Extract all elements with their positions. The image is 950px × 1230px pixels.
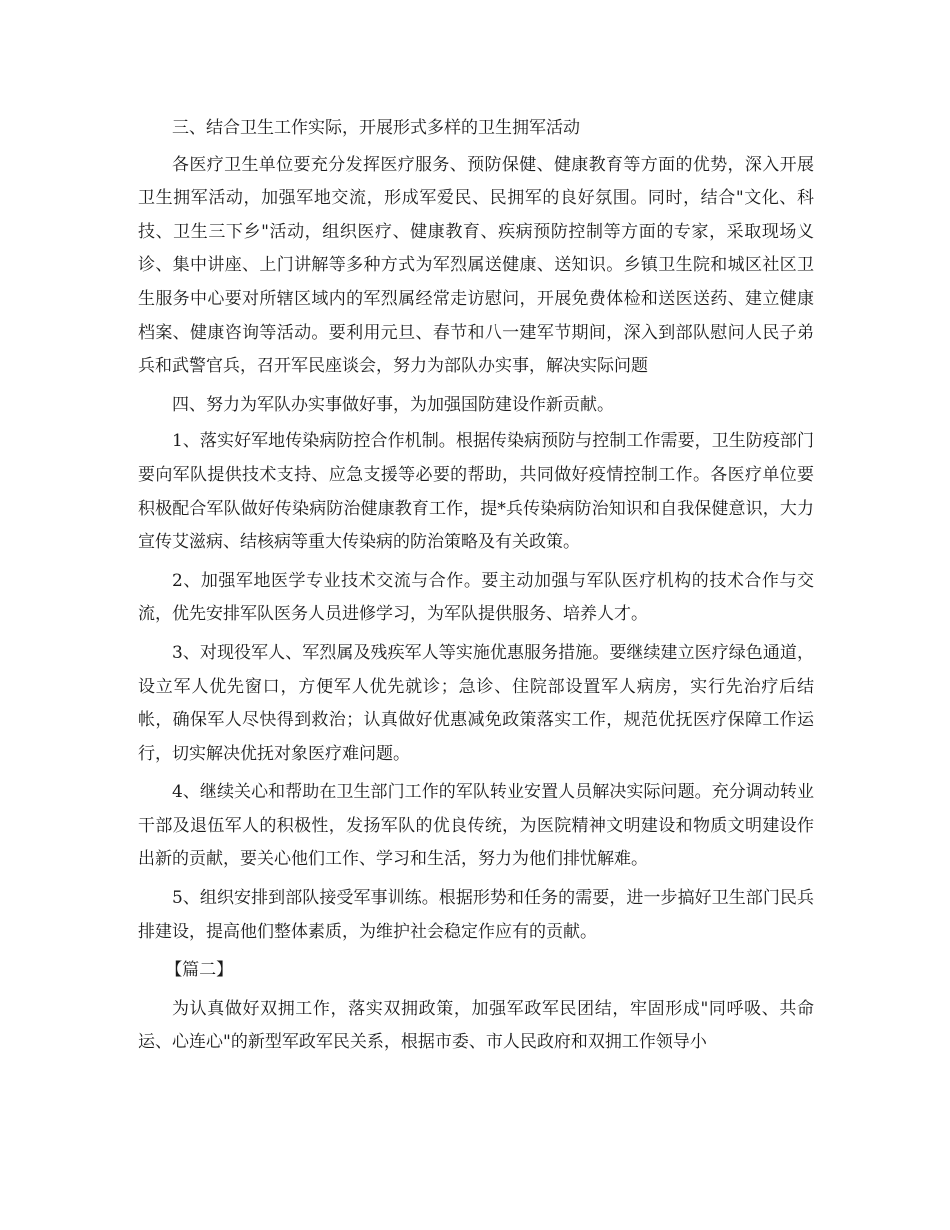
list-item-paragraph: 3、对现役军人、军烈属及残疾军人等实施优惠服务措施。要继续建立医疗绿色通道，设立军人优先窗口，方便军人优先就诊；急诊、住院部设置军人病房，实行先治疗后结帐，确保军人尽快得到救治；认真做好优惠减免政策落实工作，规范优抚医疗保障工作运行，切实解决优抚对象医疗难问题。: [138, 642, 814, 764]
list-item-paragraph: 5、组织安排到部队接受军事训练。根据形势和任务的需要，进一步搞好卫生部门民兵排建设，提高他们整体素质，为维护社会稳定作应有的贡献。: [138, 888, 814, 942]
body-paragraph: 各医疗卫生单位要充分发挥医疗服务、预防保健、健康教育等方面的优势，深入开展卫生拥军活动，加强军地交流，形成军爱民、民拥军的良好氛围。同时，结合"文化、科技、卫生三下乡"活动，组织医疗、健康教育、疾病预防控制等方面的专家，采取现场义诊、集中讲座、上门讲解等多种方式为军烈属送健康、送知识。乡镇卫生院和城区社区卫生服务中心要对所辖区域内的军烈属经常走访慰问，开展免费体检和送医送药、建立健康档案、健康咨询等活动。要利用元旦、春节和八一建军节期间，深入到部队慰问人民子弟兵和武警官兵，召开军民座谈会，努力为部队办实事，解决实际问题: [138, 154, 814, 377]
part-marker: 【篇二】: [165, 960, 234, 981]
document-body: [138, 112, 814, 1065]
body-paragraph: 为认真做好双拥工作，落实双拥政策，加强军政军民团结，牢固形成"同呼吸、共命运、心连心"的新型军政军民关系，根据市委、市人民政府和双拥工作领导小: [138, 998, 814, 1053]
list-item-paragraph: 4、继续关心和帮助在卫生部门工作的军队转业安置人员解决实际问题。充分调动转业干部及退伍军人的积极性，发扬军队的优良传统，为医院精神文明建设和物质文明建设作出新的贡献，要关心他们工作、学习和生活，努力为他们排忧解难。: [138, 782, 814, 870]
list-item-paragraph: 2、加强军地医学专业技术交流与合作。要主动加强与军队医疗机构的技术合作与交流，优先安排军队医务人员进修学习，为军队提供服务、培养人才。: [138, 570, 814, 625]
list-item-paragraph: 1、落实好军地传染病防控合作机制。根据传染病预防与控制工作需要，卫生防疫部门要向军队提供技术支持、应急支援等必要的帮助，共同做好疫情控制工作。各医疗单位要积极配合军队做好传染病防治健康教育工作，提*兵传染病防治知识和自我保健意识，大力宣传艾滋病、结核病等重大传染病的防治策略及有关政策。: [138, 431, 814, 553]
section-heading-four: 四、努力为军队办实事做好事，为加强国防建设作新贡献。: [172, 394, 614, 415]
section-heading-three: 三、结合卫生工作实际，开展形式多样的卫生拥军活动: [172, 118, 580, 138]
